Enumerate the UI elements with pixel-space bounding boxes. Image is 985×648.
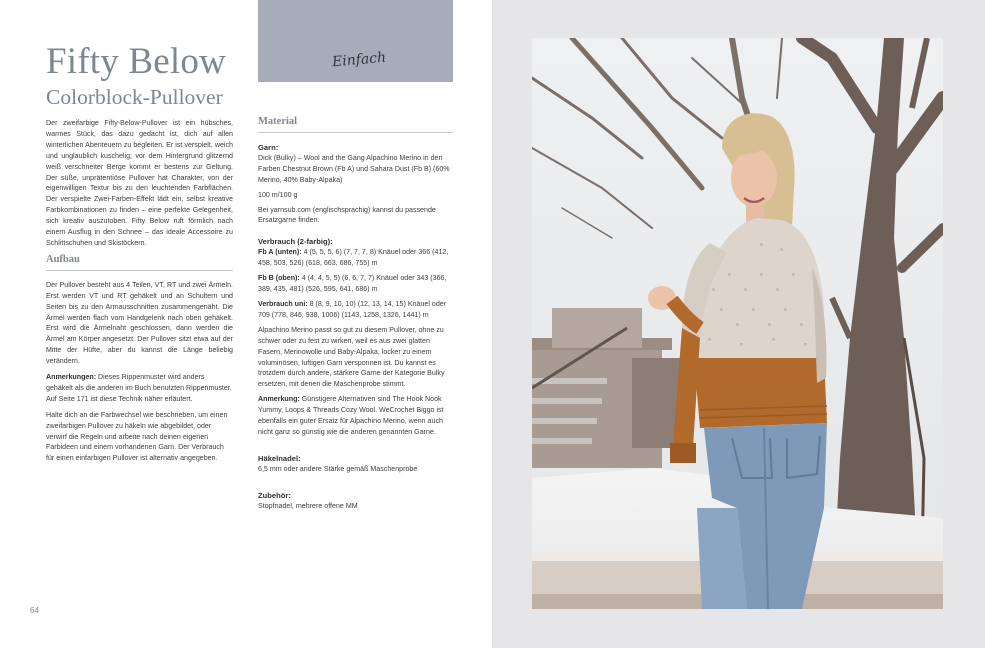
- haekelnadel-text: 6,5 mm oder andere Stärke gemäß Maschenprobe: [258, 464, 418, 473]
- aufbau-note-text: Dieses Rippenmuster wird anders gehäkelt als die anderen im Buch benutzten Rippenmuster. Auf Seite 171 ist diese Technik näher erläutert.: [46, 373, 232, 403]
- fba-line: [258, 247, 453, 269]
- aufbau-note: [46, 372, 233, 405]
- garn-text: Dick (Bulky) – Wool and the Gang Alpachino Merino in den Farben Chestnut Brown (Fb A) und Sahara Dust (Fb B) (60% Merino, 40% Baby-Alpaka): [258, 153, 450, 184]
- fbb-label: Fb B (oben):: [258, 274, 300, 283]
- anmerkung-label: Anmerkung:: [258, 395, 300, 404]
- pattern-subtitle: Colorblock-Pullover: [46, 85, 223, 109]
- material-heading: Material: [258, 117, 453, 133]
- haekelnadel-label: Häkelnadel:: [258, 453, 301, 463]
- intro-paragraph: Der zweifarbige Fifty-Below-Pullover ist ein hübsches, warmes Stück, das dazu gedacht ist, dich auf allen winterlichen Abenteuern zu begleiten. Er ist verspielt, weich und unglaublich kuschelig; vor dem Hintergrund glitzernd weiß verschneiter Berge kommt er bestens zur Geltung. Der süße, unprätentiöse Pullover hat Charakter, von der eigenwilligen Textur bis zu den leuchtenden Farbflächen. Der verspielte Zwei-Farben-Effekt lädt ein, selbst kreative Farbkombinationen zu finden – eine perfekte Gelegenheit, sich kreativ auszutoben. Fifty Below ruft förmlich nach einem Ausflug in den Schnee – das ideale Accessoire zu Schlittschuhen und Skistöckern.: [46, 119, 233, 247]
- anmerkung-text: Günstigere Alternativen sind The Hook Nook Yummy, Loops & Threads Cozy Wool. WeCrochet Biggo ist ebenfalls ein guter Ersatz für Alpachino Merino, wenn auch nicht ganz so günstig wie die anderen genannten Garne.: [258, 395, 444, 436]
- verbrauch-label: Verbrauch (2-farbig):: [258, 237, 333, 247]
- fbb-line: [258, 273, 453, 295]
- aufbau-note2: Halte dich an die Farbwechsel wie beschrieben, um einen zweifarbigen Pullover zu häkeln wie abgebildet, oder verwirf die Regeln und arbeite nach deinen eigenen Farbideen und einem vorhandenen Garn. Der Verbrauch für einen einfarbigen Pullover ist alternativ angegeben.: [46, 410, 228, 463]
- uni-line: [258, 299, 453, 321]
- material-column: [258, 117, 453, 516]
- garn-source: Bei yarnsub.com (englischsprachig) kannst du passende Ersatzgarne finden.: [258, 205, 436, 225]
- fbb-text: 4 (4, 4, 5, 5) (6, 6, 7, 7) Knäuel oder 343 (366, 389, 435, 481) (526, 595, 641, 686) m: [258, 274, 447, 294]
- photo-illustration: [532, 38, 943, 609]
- sweater-photo: [532, 38, 943, 609]
- alpachino-note: Alpachino Merino passt so gut zu diesem Pullover, ohne zu schwer oder zu fest zu wirken, weil es aus zwei glatten Fasern, Merinowolle und Baby-Alpaka, locker zu einem voluminösen, luftigen Garn versponnen ist. Du kannst es trotzdem durch andere, stärkere Garne der Kategorie Bulky ersetzen, mit denen die Maschenprobe stimmt.: [258, 325, 445, 389]
- page-number: 64: [30, 606, 39, 615]
- zubehoer-label: Zubehör:: [258, 490, 291, 500]
- difficulty-badge: [258, 0, 453, 82]
- aufbau-paragraph: Der Pullover besteht aus 4 Teilen, VT, RT und zwei Ärmeln. Erst werden VT und RT gehäkelt und an Schultern und Seiten bis zu den Armausschnitten zusammengenäht. Die Ärmel werden flach vom Handgelenk nach oben gehäkelt. Erst wird die Ärmelnaht geschlossen, dann werden die Ärmel am Körper angesetzt. Der Pullover sitzt etwa auf der Mitte der Hüfte, aber du kannst die Länge beliebig verändern.: [46, 280, 233, 366]
- anmerkung-line: [258, 394, 453, 438]
- left-page: [0, 0, 492, 648]
- aufbau-heading: Aufbau: [46, 255, 233, 271]
- uni-label: Verbrauch uni:: [258, 299, 308, 308]
- difficulty-label: Einfach: [331, 49, 387, 71]
- aufbau-note-label: Anmerkungen:: [46, 373, 97, 382]
- intro-column: [46, 118, 233, 469]
- face: [731, 149, 777, 207]
- pattern-title: Fifty Below: [46, 41, 227, 82]
- fba-text: 4 (5, 5, 5, 6) (7, 7, 7, 8) Knäuel oder 366 (412, 458, 503, 526) (618, 663, 686, 755) m: [258, 248, 449, 268]
- garn-label: Garn:: [258, 142, 279, 152]
- zubehoer-text: Stopfnadel, mehrere offene MM: [258, 501, 358, 510]
- garn-length: 100 m/100 g: [258, 190, 298, 199]
- uni-text: 8 (8, 9, 10, 10) (12, 13, 14, 15) Knäuel oder 709 (778, 846, 938, 1006) (1143, 1258, 1326, 1441) m: [258, 299, 447, 319]
- fba-label: Fb A (unten):: [258, 248, 302, 257]
